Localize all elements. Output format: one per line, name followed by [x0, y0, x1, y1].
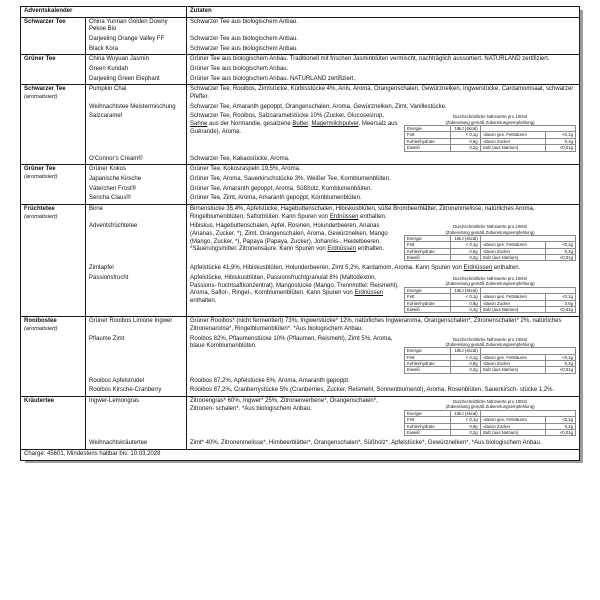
tea-name: Zimtapfel	[86, 264, 187, 274]
nutrition-label: Fett	[405, 354, 451, 360]
table-row	[21, 112, 580, 154]
tea-name: Adventsfrüchtetee	[86, 222, 187, 264]
nutrition-value: 0,8g	[450, 361, 480, 367]
nutrition-sub-label: Salz (aus Natrium)	[480, 255, 545, 261]
ingredients-sheet	[20, 6, 580, 461]
table-row	[21, 317, 580, 335]
ingredients-text: Zimt* 40%, Zitronenmelisse*, Himbeerblätter*, Orangenschalen*, Süßholz*, Apfelstücke*, Gewürznelken*, *Aus biologischem Anbau.	[190, 440, 542, 447]
table-row	[21, 222, 580, 264]
nutrition-label: Energie	[405, 287, 451, 293]
nutrition-title-row	[405, 114, 576, 125]
nutrition-table-title	[405, 276, 576, 287]
table-footer	[21, 449, 580, 460]
nutrition-sub-value: 0,4g	[546, 248, 576, 254]
ingredients-text: Grüner Tee aus biologischem Anbau.	[190, 66, 289, 73]
nutrition-title-line2: (Zubereitung gemäß Zubereitungsempfehlung)	[445, 229, 535, 235]
nutrition-sub-value: <0,01g	[546, 306, 576, 312]
ingredients-cell	[187, 185, 580, 195]
nutrition-label: Eiweiß	[405, 367, 451, 373]
table-row	[21, 264, 580, 274]
nutrition-table-title	[405, 114, 576, 125]
nutrition-value: 19kJ (4kcal)	[450, 126, 480, 132]
ingredients-cell	[187, 274, 580, 317]
nutrition-sub-label: -davon ges. Fettsäuren	[480, 354, 545, 360]
category-note: (aromatisiert)	[24, 325, 58, 332]
category-note: (aromatisiert)	[24, 213, 58, 220]
nutrition-title-row	[405, 224, 576, 235]
nutrition-value: < 0,1g	[450, 294, 480, 300]
nutrition-table-title	[405, 337, 576, 348]
nutrition-value: 0,8g	[450, 300, 480, 306]
category-note: (aromatisiert)	[24, 94, 58, 101]
nutrition-sub-value: <0,01g	[546, 367, 576, 373]
table-row	[21, 45, 580, 55]
ingredients-cell	[187, 204, 580, 222]
tea-name: Green Kundah	[86, 65, 187, 75]
ingredients-cell	[187, 45, 580, 55]
ingredients-text: Grüner Tee, Zimt, Aroma, Amaranth gepoppt, Kornblumenblüten.	[190, 195, 362, 202]
ingredients-text: Schwarzer Tee aus biologischem Anbau.	[190, 36, 298, 43]
table-row	[21, 65, 580, 75]
ingredients-cell	[187, 386, 580, 396]
ingredients-cell	[187, 17, 580, 35]
table-row	[21, 335, 580, 377]
nutrition-value: 16kJ (4kcal)	[450, 287, 480, 293]
nutrition-sub-label: -davon Zucker	[480, 138, 545, 144]
tea-name: Rooibos Kirsche-Cranberry	[86, 386, 187, 396]
ingredients-text: Schwarzer Tee, Kakaostücke, Aroma.	[190, 155, 290, 162]
header-row	[21, 7, 580, 18]
table-body	[21, 17, 580, 449]
nutrition-sub-label: Salz (aus Natrium)	[480, 306, 545, 312]
nutrition-value: < 0,1g	[450, 417, 480, 423]
nutrition-sub-value: 0,4g	[546, 361, 576, 367]
nutrition-title-row	[405, 337, 576, 348]
ingredients-cell	[187, 264, 580, 274]
nutrition-sub-label: Salz (aus Natrium)	[480, 145, 545, 151]
ingredients-text: Birnenstücke 35,4%, Apfelstücke, Hagebuttenschalen, Hibiskusblüten, süße Brombeerblätter, Zitronenmelisse, natürliches Aroma, Ringelblumenblüten, Saflorblüten. Kann Spuren von Erdnüssen enthalten.	[190, 205, 535, 220]
tea-name: Passionsfrucht	[86, 274, 187, 317]
nutrition-sub-label: Salz (aus Natrium)	[480, 429, 545, 435]
ingredients-text: Schwarzer Tee, Amaranth gepoppt, Orangenschalen, Aroma, Gewürznelken, Zimt, Vanillestücke.	[190, 103, 447, 110]
nutrition-sub-value: <0,01g	[546, 429, 576, 435]
nutrition-sub-label: -davon Zucker	[480, 300, 545, 306]
column-header-zutaten: Zutaten	[187, 7, 580, 18]
category-cell	[21, 85, 86, 165]
nutrition-title-line1: Durchschnittliche Nährwerte pro 100ml	[452, 336, 528, 342]
category-label: Grüner Tee	[24, 56, 56, 63]
nutrition-sub-value: <0,1g	[546, 242, 576, 248]
nutrition-label: Energie	[405, 348, 451, 354]
table-header	[21, 7, 580, 18]
table-row	[21, 103, 580, 113]
ingredients-cell	[187, 194, 580, 204]
nutrition-title-line1: Durchschnittliche Nährwerte pro 100ml	[452, 399, 528, 405]
nutrition-label: Fett	[405, 294, 451, 300]
category-cell	[21, 317, 86, 397]
ingredients-text: Rooibos 82%, Pflaumenstücke 10% (Pflaumen, Reismehl), Zimt 5%, Aroma, blaue Kornblumenblüten.	[190, 335, 393, 350]
tea-name: Salzcaramel	[86, 112, 187, 154]
column-header-adventskalender: Adventskalender	[21, 7, 187, 18]
nutrition-value: 15kJ (4kcal)	[450, 410, 480, 416]
ingredients-cell	[187, 439, 580, 449]
ingredients-cell	[187, 155, 580, 165]
table-row	[21, 194, 580, 204]
nutrition-title-row	[405, 276, 576, 287]
ingredients-text: Zitronengras* 60%, Ingwer* 25%, Zitronenverbene*, Orangenschalen*, Zitronen- schalen*. *Aus biologischem Anbau.	[190, 398, 378, 412]
nutrition-value: 18kJ (4kcal)	[450, 348, 480, 354]
table-row	[21, 55, 580, 65]
category-cell	[21, 55, 86, 85]
table-row	[21, 75, 580, 85]
nutrition-sub-label: -davon Zucker	[480, 248, 545, 254]
nutrition-sub-value: <0,1g	[546, 417, 576, 423]
table-row	[21, 397, 580, 440]
tea-name: Black Kora	[86, 45, 187, 55]
nutrition-label: Eiweiß	[405, 145, 451, 151]
nutrition-title-line2: (Zubereitung gemäß Zubereitungsempfehlung)	[445, 119, 535, 125]
category-label: Grüner Tee	[24, 166, 56, 173]
ingredients-text: Apfelstücke, Hibiskusblüten, Passionsfruchtgranulat 8% (Maltodextrin, Passions- fruchtsaftkonzentrat), Mangostücke (Mango, Trennmittel: Reismehl), Aroma, Saflor-, Ringel-, Kornblumenblüten. Kann Spuren von Erdnüssen enthalten.	[190, 275, 399, 305]
ingredients-text: Grüner Tee aus biologischem Anbau. NATURLAND zertifiziert.	[190, 75, 356, 82]
ingredients-text: Grüner Tee, Amaranth gepoppt, Aroma, Süßholz, Kornblumenblüten.	[190, 185, 372, 192]
ingredients-table	[20, 6, 580, 461]
ingredients-text: Grüner Tee, Aroma, Sauerkirschstücke 3%, Weißer Tee, Kornblumenblüten.	[190, 175, 391, 182]
ingredients-cell	[187, 75, 580, 85]
tea-name: China Wuyuan Jasmin	[86, 55, 187, 65]
nutrition-label: Fett	[405, 242, 451, 248]
nutrition-row	[405, 429, 576, 435]
tea-name: Weihnachtskräutertee	[86, 439, 187, 449]
nutrition-label: Kohlenhydrate	[405, 300, 451, 306]
ingredients-text: Hibiskus, Hagebuttenschalen, Apfel, Rosinen, Holunderbeeren, Ananas (Ananas, Zucker, *), Zimt, Orangenschalen, Aroma, Gewürznelken, Mango (Mango, Zucker, *), Papaya (Papaya, Zucker), Johannis-, Heidelbeeren. *Säuerungsmittel: Zitronensäure. Kann Spuren von Erdnüssen enthalten.	[190, 223, 388, 253]
nutrition-title-line2: (Zubereitung gemäß Zubereitungsempfehlung)	[445, 281, 535, 287]
nutrition-label: Energie	[405, 410, 451, 416]
ingredients-text: Schwarzer Tee, Rooibos, Salzcaramelstücke 10% (Zucker, Glucosesirup, Sahne aus der Normandie, gesalzene Butter, Magermilchpulver, Meersalz aus Guérande), Aroma.	[190, 113, 398, 135]
ingredients-cell	[187, 175, 580, 185]
nutrition-value: < 0,1g	[450, 242, 480, 248]
table-row	[21, 204, 580, 222]
tea-name: Weihnachtstee Meistermischung	[86, 103, 187, 113]
ingredients-cell	[187, 377, 580, 387]
nutrition-value: 0,2g	[450, 255, 480, 261]
nutrition-value: 0,2g	[450, 367, 480, 373]
nutrition-title-line1: Durchschnittliche Nährwerte pro 100ml	[452, 224, 528, 230]
ingredients-text: Rooibos 87,2%, Apfelstücke 6%, Aroma, Amaranth gepoppt.	[190, 377, 350, 384]
ingredients-text: Grüner Tee aus biologischem Anbau. Traditionell mit frischen Jasminblüten vermischt, nachträglich aussortiert. NATURLAND zertifiziert.	[190, 56, 550, 63]
tea-name: Sencha Claus®	[86, 194, 187, 204]
nutrition-sub-value: <0,1g	[546, 354, 576, 360]
nutrition-label: Kohlenhydrate	[405, 248, 451, 254]
nutrition-label: Eiweiß	[405, 429, 451, 435]
category-label: Früchtetee	[24, 205, 55, 212]
nutrition-value: 0,6g	[450, 248, 480, 254]
nutrition-sub-label: -davon ges. Fettsäuren	[480, 417, 545, 423]
category-cell	[21, 165, 86, 205]
ingredients-text: Apfelstücke 41,9%, Hibiskusblüten, Holunderbeeren, Zimt 5,2%, Kardamom, Aroma. Kann Spuren von Erdnüssen enthalten.	[190, 265, 521, 272]
nutrition-sub-label: Salz (aus Natrium)	[480, 367, 545, 373]
category-cell	[21, 397, 86, 450]
nutrition-value: 16kJ (4kcal)	[450, 235, 480, 241]
tea-name: Grüner Rooibos Limone Ingwer	[86, 317, 187, 335]
category-label: Kräutertee	[24, 398, 55, 405]
nutrition-label: Kohlenhydrate	[405, 361, 451, 367]
tea-name: Pumpkin Chai	[86, 85, 187, 103]
nutrition-sub-value: <0,1g	[546, 132, 576, 138]
tea-name: Rooibos Apfelstrudel	[86, 377, 187, 387]
nutrition-sub-label: -davon ges. Fettsäuren	[480, 294, 545, 300]
nutrition-sub-value: <0,1g	[546, 294, 576, 300]
nutrition-table-title	[405, 399, 576, 410]
table-row	[21, 17, 580, 35]
ingredients-cell	[187, 55, 580, 65]
nutrition-table-title	[405, 224, 576, 235]
nutrition-sub-label: -davon Zucker	[480, 361, 545, 367]
category-label: Schwarzer Tee	[24, 86, 66, 93]
nutrition-label: Eiweiß	[405, 255, 451, 261]
footer-row	[21, 449, 580, 460]
nutrition-row	[405, 306, 576, 312]
nutrition-sub-label: -davon Zucker	[480, 423, 545, 429]
ingredients-text: Schwarzer Tee aus biologischem Anbau.	[190, 18, 298, 25]
table-row	[21, 165, 580, 175]
nutrition-sub-value: 0,4g	[546, 138, 576, 144]
tea-name: Ingwer-Lemongras	[86, 397, 187, 440]
nutrition-table	[404, 337, 576, 374]
nutrition-sub-value: <0,01g	[546, 145, 576, 151]
table-row	[21, 85, 580, 103]
ingredients-text: Rooibos 87,2%, Cranberrystücke 5% (Cranberries, Zucker, Reismehl, Sonnenblumenöl), Aroma, Rosenblüten, Sauerkirsch- stücke 1,2%.	[190, 387, 555, 394]
nutrition-table	[404, 224, 576, 261]
table-row	[21, 439, 580, 449]
ingredients-text: Grüner Rooibos* (nicht fermentiert) 73%, Ingwerstücke* 12%, natürliches Ingweraroma, Orangenschalen*, Zitronenschalen* 2%, natürliches Zitronenaroma*, Ringelblumenblüten*. *Aus biologischem Anbau.	[190, 318, 562, 332]
table-row	[21, 185, 580, 195]
tea-name: Darjeeling Orange Valley FF	[86, 35, 187, 45]
nutrition-table	[404, 114, 576, 151]
batch-info: Charge: 45601, Mindestens haltbar bis: 10.03.2028	[21, 449, 580, 460]
nutrition-label: Fett	[405, 417, 451, 423]
table-row	[21, 386, 580, 396]
nutrition-label: Kohlenhydrate	[405, 423, 451, 429]
category-cell	[21, 17, 86, 55]
nutrition-row	[405, 145, 576, 151]
nutrition-value: 0,2g	[450, 306, 480, 312]
tea-name: Japanische Kirsche	[86, 175, 187, 185]
nutrition-label: Kohlenhydrate	[405, 138, 451, 144]
nutrition-value: < 0,1g	[450, 132, 480, 138]
ingredients-cell	[187, 85, 580, 103]
ingredients-cell	[187, 165, 580, 175]
table-row	[21, 155, 580, 165]
category-cell	[21, 204, 86, 316]
tea-name: Pflaume Zimt	[86, 335, 187, 377]
ingredients-text: Schwarzer Tee, Rooibos, Zimtstücke, Kürbisstücke 4%, Anis, Aroma, Orangenschalen, Gewürznelken, Ingwerstücke, Cardamomsaat, schwarzer Pfeffer.	[190, 86, 574, 101]
tea-name: Väterchen Frost®	[86, 185, 187, 195]
tea-name: Birne	[86, 204, 187, 222]
tea-name: China Yunnan Golden Downy Pekoe Bio	[86, 17, 187, 35]
category-label: Rooibostee	[24, 318, 57, 325]
ingredients-cell	[187, 35, 580, 45]
ingredients-text: Schwarzer Tee aus biologischem Anbau.	[190, 45, 298, 52]
table-row	[21, 35, 580, 45]
table-row	[21, 175, 580, 185]
ingredients-cell	[187, 222, 580, 264]
nutrition-sub-value: 0,6g	[546, 300, 576, 306]
nutrition-title-line1: Durchschnittliche Nährwerte pro 100ml	[452, 276, 528, 282]
nutrition-value: 0,2g	[450, 429, 480, 435]
ingredients-cell	[187, 397, 580, 440]
nutrition-row	[405, 255, 576, 261]
ingredients-cell	[187, 112, 580, 154]
nutrition-sub-value: 0,4g	[546, 423, 576, 429]
nutrition-label: Energie	[405, 126, 451, 132]
ingredients-cell	[187, 65, 580, 75]
nutrition-value: 0,8g	[450, 138, 480, 144]
category-note: (aromatisiert)	[24, 173, 58, 180]
nutrition-table	[404, 276, 576, 313]
nutrition-value: 0,9g	[450, 423, 480, 429]
ingredients-text: Grüner Tee, Kokosraspeln 19,5%, Aroma.	[190, 166, 301, 173]
nutrition-sub-value: <0,01g	[546, 255, 576, 261]
nutrition-table	[404, 399, 576, 436]
nutrition-title-line1: Durchschnittliche Nährwerte pro 100ml	[452, 114, 528, 120]
tea-name: O'Connor's Cream®	[86, 155, 187, 165]
nutrition-label: Energie	[405, 235, 451, 241]
nutrition-sub-label: -davon ges. Fettsäuren	[480, 132, 545, 138]
ingredients-cell	[187, 103, 580, 113]
ingredients-cell	[187, 335, 580, 377]
nutrition-sub-label: -davon ges. Fettsäuren	[480, 242, 545, 248]
nutrition-label: Fett	[405, 132, 451, 138]
tea-name: Darjeeling Green Elephant	[86, 75, 187, 85]
table-row	[21, 274, 580, 317]
nutrition-title-line2: (Zubereitung gemäß Zubereitungsempfehlung)	[445, 341, 535, 347]
nutrition-value: < 0,1g	[450, 354, 480, 360]
table-row	[21, 377, 580, 387]
nutrition-value: 0,2g	[450, 145, 480, 151]
category-label: Schwarzer Tee	[24, 18, 66, 25]
nutrition-row	[405, 367, 576, 373]
nutrition-label: Eiweiß	[405, 306, 451, 312]
ingredients-cell	[187, 317, 580, 335]
nutrition-title-row	[405, 399, 576, 410]
nutrition-title-line2: (Zubereitung gemäß Zubereitungsempfehlung)	[445, 404, 535, 410]
tea-name: Grüner Kokos	[86, 165, 187, 175]
